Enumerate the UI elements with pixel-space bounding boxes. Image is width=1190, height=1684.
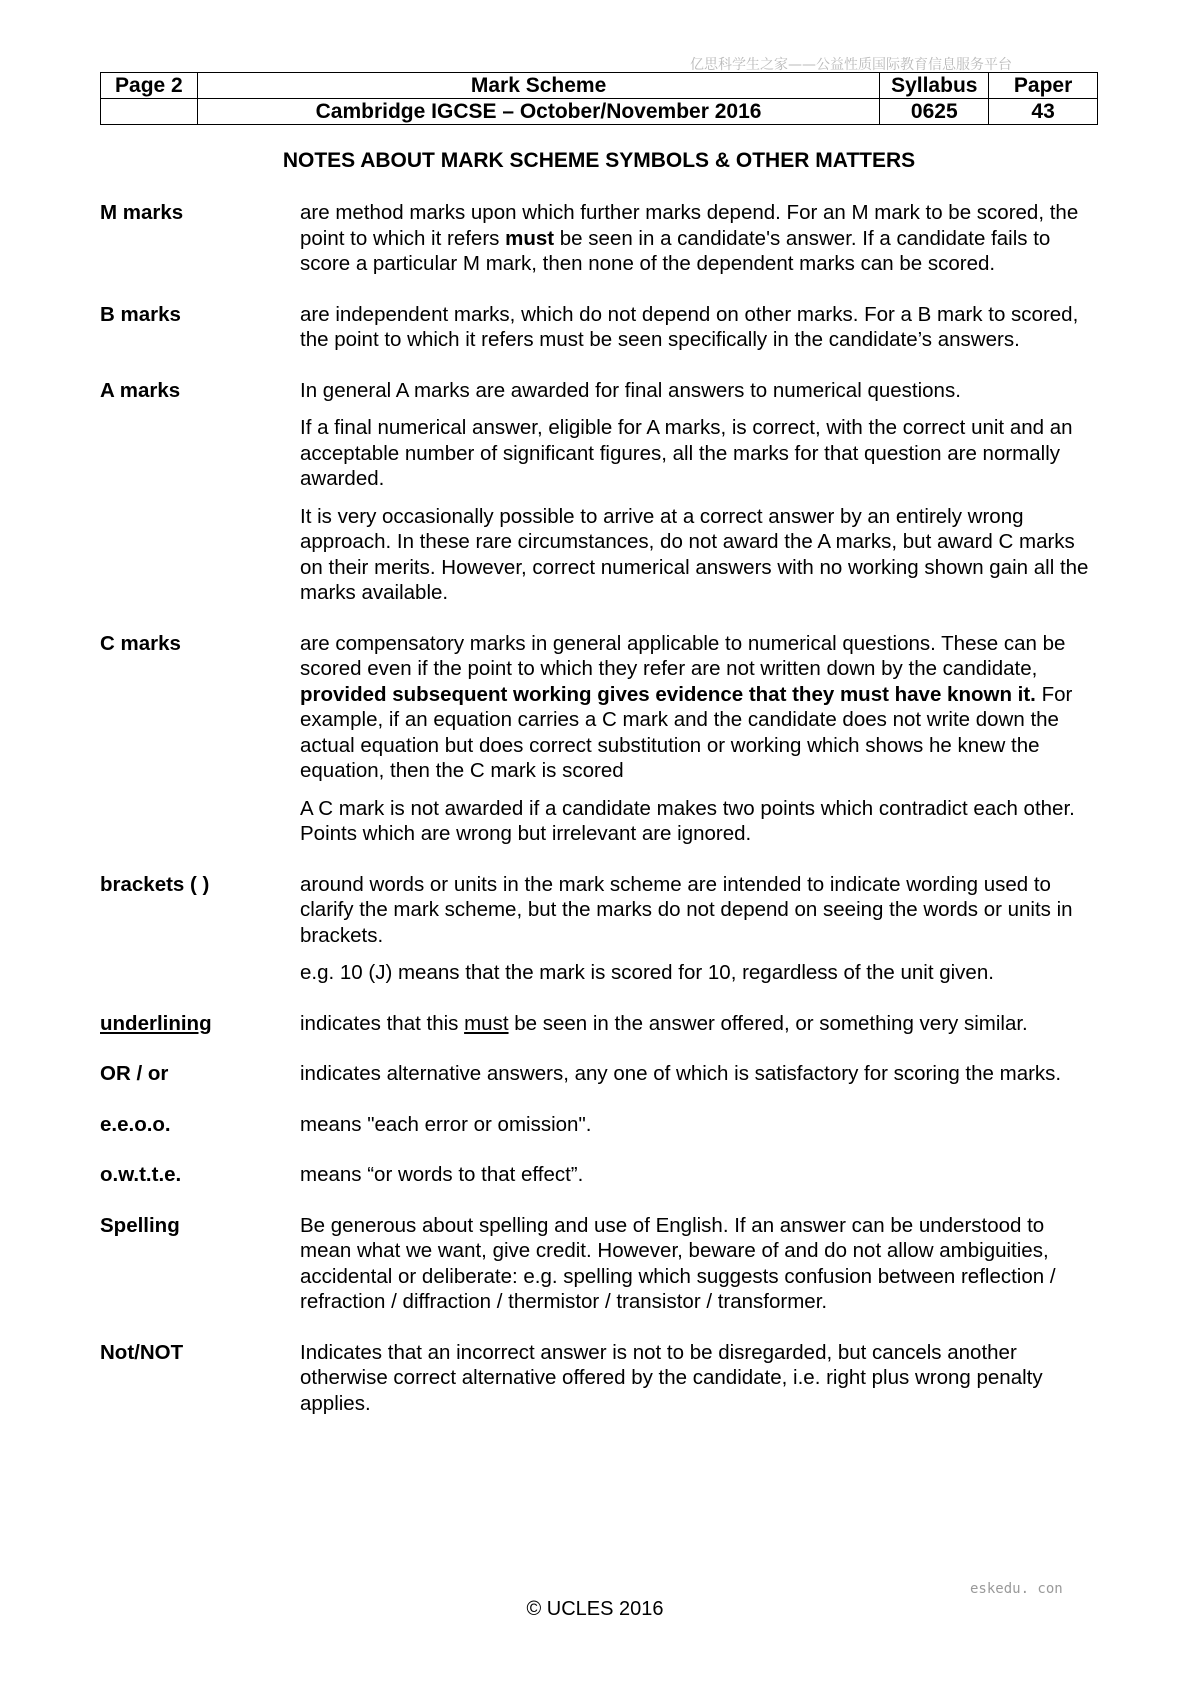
term-b-marks: B marks <box>100 302 181 326</box>
text-span: be seen in a candidate's answer. If a candidate fails to score a particular M mark, then none of the dependent marks can be scored. <box>300 226 1051 275</box>
watermark: 亿思科学生之家——公益性质国际教育信息服务平台 <box>690 57 1012 73</box>
entry-brackets <box>100 872 1098 986</box>
desc-owtte <box>300 1162 1098 1188</box>
desc-underlining <box>300 1011 1098 1037</box>
header-table <box>100 72 1098 125</box>
entry-owtte <box>100 1162 1098 1188</box>
page-number: Page 2 <box>101 73 198 99</box>
header-row-1 <box>101 73 1098 99</box>
bold-phrase: provided subsequent working gives evidence that they must have known it. <box>300 682 1036 706</box>
term-owtte: o.w.t.t.e. <box>100 1163 182 1186</box>
entry-b-marks <box>100 302 1098 353</box>
text-span: are compensatory marks in general applicable to numerical questions. These can be scored even if the point to which they refer are not written down by the candidate, <box>300 631 1066 680</box>
term-m-marks: M marks <box>100 201 184 224</box>
term-or: OR / or <box>100 1062 169 1085</box>
desc-paragraph: are independent marks, which do not depend on other marks. For a B mark to scored, the point to which it refers must be seen specifically in the candidate’s answers. <box>300 302 1079 351</box>
entry-not <box>100 1340 1098 1417</box>
term-eeoo: e.e.o.o. <box>100 1112 171 1136</box>
entry-eeoo <box>100 1112 1098 1138</box>
term-underlining: underlining <box>100 1011 212 1035</box>
desc-paragraph: around words or units in the mark scheme are intended to indicate wording used to clarify the mark scheme, but the marks do not depend on seeing the words or units in brackets. <box>300 872 1073 947</box>
text-span: For example, if an equation carries a C mark and the candidate does not write down the actual equation but does correct substitution or working which shows he knew the equation, then the C mark is scored <box>300 682 1073 782</box>
notes-title: NOTES ABOUT MARK SCHEME SYMBOLS & OTHER MATTERS <box>282 149 916 172</box>
desc-eeoo <box>300 1112 1098 1138</box>
underlined-must: must <box>464 1011 509 1035</box>
desc-b-marks <box>300 302 1098 353</box>
term-not: Not/NOT <box>100 1340 184 1364</box>
desc-brackets <box>300 872 1098 986</box>
entry-underlining <box>100 1011 1098 1037</box>
entry-m-marks <box>100 200 1098 277</box>
desc-paragraph: A C mark is not awarded if a candidate makes two points which contradict each other. Points which are wrong but irrelevant are ignored. <box>300 796 1075 845</box>
desc-a-marks <box>300 378 1098 606</box>
term-a-marks: A marks <box>100 378 181 402</box>
desc-paragraph: indicates alternative answers, any one of which is satisfactory for scoring the marks. <box>300 1062 1062 1085</box>
site-watermark: eskedu. con <box>970 1581 1063 1597</box>
entry-a-marks <box>100 378 1098 606</box>
desc-paragraph: means “or words to that effect”. <box>300 1163 584 1186</box>
term-c-marks: C marks <box>100 631 181 655</box>
term-brackets: brackets ( ) <box>100 872 210 896</box>
desc-c-marks <box>300 631 1098 847</box>
bold-must: must <box>505 226 555 250</box>
syllabus-code: 0625 <box>880 99 989 125</box>
mark-scheme-label: Mark Scheme <box>197 73 880 99</box>
exam-title: Cambridge IGCSE – October/November 2016 <box>197 99 880 125</box>
copyright-footer: © UCLES 2016 <box>526 1598 664 1620</box>
syllabus-label: Syllabus <box>880 73 989 99</box>
text-span: be seen in the answer offered, or something very similar. <box>508 1011 1028 1035</box>
entry-spelling <box>100 1213 1098 1315</box>
desc-paragraph: Indicates that an incorrect answer is not to be disregarded, but cancels another otherwise correct alternative offered by the candidate, i.e. right plus wrong penalty applies. <box>300 1340 1043 1415</box>
desc-or <box>300 1061 1098 1087</box>
empty-cell <box>101 99 198 125</box>
header-row-2 <box>101 99 1098 125</box>
desc-paragraph <box>300 200 1098 277</box>
term-spelling: Spelling <box>100 1213 180 1237</box>
desc-m-marks <box>300 200 1098 277</box>
desc-paragraph: In general A marks are awarded for final answers to numerical questions. <box>300 378 961 402</box>
entry-or <box>100 1061 1098 1087</box>
desc-not <box>300 1340 1098 1417</box>
paper-label: Paper <box>989 73 1098 99</box>
notes-list <box>100 200 1098 1441</box>
paper-number: 43 <box>989 99 1098 125</box>
desc-spelling <box>300 1213 1098 1315</box>
desc-paragraph: It is very occasionally possible to arrive at a correct answer by an entirely wrong approach. In these rare circumstances, do not award the A marks, but award C marks on their merits. However, correct numerical answers with no working shown gain all the marks available. <box>300 504 1089 604</box>
text-span: indicates that this <box>300 1011 465 1035</box>
desc-paragraph: Be generous about spelling and use of English. If an answer can be understood to mean what we want, give credit. However, beware of and do not allow ambiguities, accidental or deliberate: e.g. spelling which suggests confusion between reflection / refraction / diffraction / thermistor / transistor / transformer. <box>300 1213 1056 1313</box>
desc-paragraph: If a final numerical answer, eligible for A marks, is correct, with the correct unit and an acceptable number of significant figures, all the marks for that question are normally awarded. <box>300 416 1073 490</box>
text-span: are method marks upon which further marks depend. For an M mark to be scored, the point to which it refers <box>300 201 1079 250</box>
desc-paragraph <box>300 1011 1098 1037</box>
desc-paragraph: e.g. 10 (J) means that the mark is scored for 10, regardless of the unit given. <box>300 961 994 984</box>
desc-paragraph: means "each error or omission". <box>300 1112 592 1136</box>
desc-paragraph <box>300 631 1098 784</box>
entry-c-marks <box>100 631 1098 847</box>
